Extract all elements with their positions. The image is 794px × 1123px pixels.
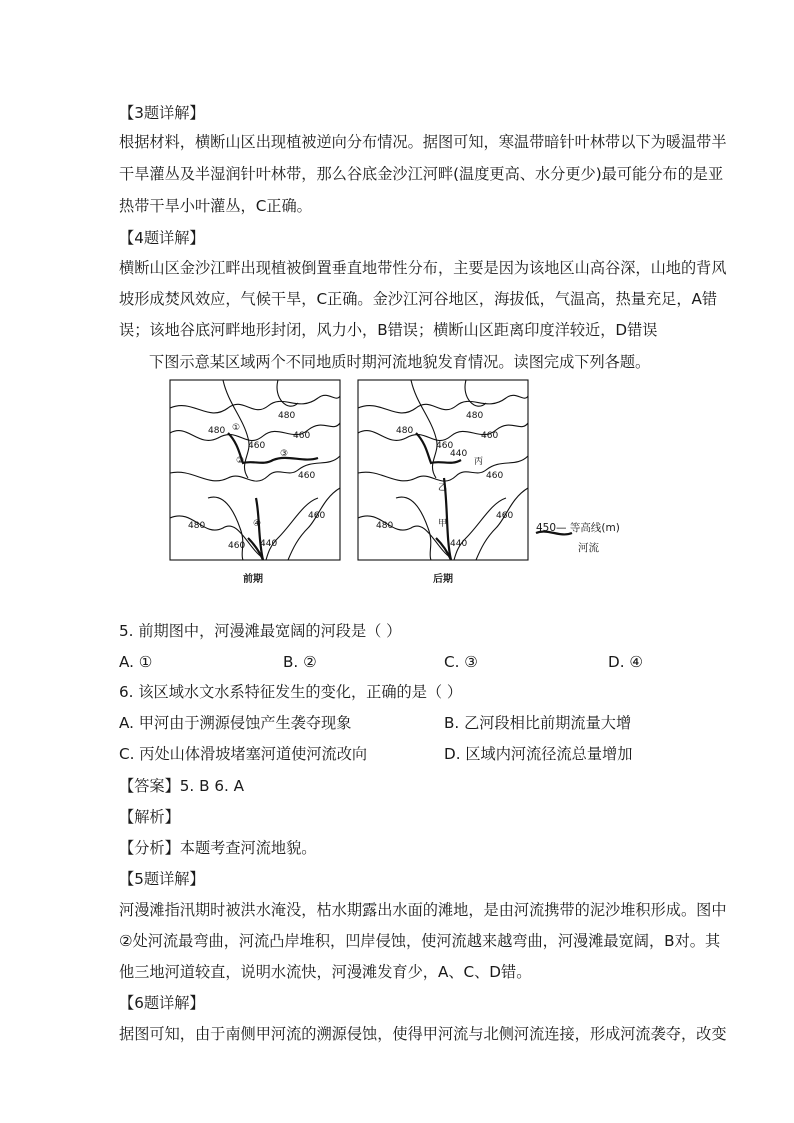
right-label: 480 (376, 521, 394, 531)
analysis-summary: 【分析】本题考查河流地貌。 (119, 839, 317, 857)
q6-option-b: B. 乙河段相比前期流量大增 (444, 714, 632, 732)
left-label: 460 (248, 441, 266, 451)
left-label: 480 (278, 411, 296, 421)
q5-option-a: A. ① (119, 653, 153, 671)
q3-header: 【3题详解】 (119, 104, 205, 122)
q6-option-d: D. 区域内河流径流总量增加 (444, 745, 633, 763)
marker-4: ④ (253, 519, 262, 529)
left-label: 460 (228, 541, 246, 551)
marker-3: ③ (280, 449, 289, 459)
q4-line-3: 误；该地谷底河畔地形封闭，风力小，B错误；横断山区距离印度洋较近，D错误 (119, 321, 658, 339)
left-label: 480 (208, 426, 226, 436)
marker-2: ② (236, 456, 245, 466)
q6-option-a: A. 甲河由于溯源侵蚀产生袭夺现象 (119, 714, 352, 732)
legend-river: 河流 (578, 542, 599, 554)
right-map-frame (358, 380, 528, 560)
left-label: 440 (260, 539, 278, 549)
q5-option-d: D. ④ (608, 653, 643, 671)
answer-line: 【答案】5. B 6. A (119, 777, 245, 795)
figure-intro: 下图示意某区域两个不同地质时期河流地貌发育情况。读图完成下列各题。 (149, 353, 651, 371)
q3-line-2: 干旱灌丛及半湿润针叶林带，那么谷底金沙江河畔(温度更高、水分更少)最可能分布的是亚 (119, 165, 724, 183)
q5-stem: 5. 前期图中，河漫滩最宽阔的河段是（ ） (119, 622, 402, 640)
left-label: 460 (298, 471, 316, 481)
right-label: 460 (486, 471, 504, 481)
right-label: 440 (450, 449, 468, 459)
q6-stem: 6. 该区域水文水系特征发生的变化，正确的是（ ） (119, 683, 463, 701)
river-landform-figure (168, 378, 618, 588)
analysis-header: 【解析】 (119, 808, 180, 826)
q6-explanation-line-1: 据图可知，由于南侧甲河流的溯源侵蚀，使得甲河流与北侧河流连接，形成河流袭夺，改变 (119, 1025, 727, 1043)
q3-line-1: 根据材料，横断山区出现植被逆向分布情况。据图可知，寒温带暗针叶林带以下为暖温带半 (119, 133, 727, 151)
marker-jia: 甲 (438, 519, 448, 529)
contour-maps (168, 378, 618, 588)
right-label: 460 (481, 431, 499, 441)
q6-option-c: C. 丙处山体滑坡堵塞河道使河流改向 (119, 745, 368, 763)
left-label: 480 (188, 521, 206, 531)
q5-explanation-line-2: ②处河流最弯曲，河流凸岸堆积，凹岸侵蚀，使河流越来越弯曲，河漫滩最宽阔，B对。其 (119, 932, 721, 950)
q4-header: 【4题详解】 (119, 229, 205, 247)
right-map-caption: 后期 (433, 574, 453, 585)
q4-line-1: 横断山区金沙江畔出现植被倒置垂直地带性分布，主要是因为该地区山高谷深，山地的背风 (119, 259, 727, 277)
q6-explanation-header: 【6题详解】 (119, 994, 205, 1012)
right-label: 480 (396, 426, 414, 436)
left-map-caption: 前期 (243, 574, 263, 585)
q5-explanation-header: 【5题详解】 (119, 870, 205, 888)
q5-option-c: C. ③ (444, 653, 478, 671)
right-label: 480 (466, 411, 484, 421)
legend-contour: 450— 等高线(m) (536, 522, 620, 534)
q5-option-b: B. ② (283, 653, 317, 671)
right-label: 460 (436, 441, 454, 451)
right-label: 440 (450, 539, 468, 549)
left-label: 460 (308, 511, 326, 521)
q4-line-2: 坡形成焚风效应，气候干旱，C正确。金沙江河谷地区，海拔低，气温高，热量充足，A错 (119, 290, 718, 308)
marker-1: ① (232, 423, 241, 433)
left-map-frame (170, 380, 340, 560)
marker-bing: 丙 (474, 457, 484, 467)
right-label: 460 (496, 511, 514, 521)
q5-explanation-line-3: 他三地河道较直，说明水流快，河漫滩发育少，A、C、D错。 (119, 963, 532, 981)
marker-yi: 乙 (438, 483, 448, 493)
q5-explanation-line-1: 河漫滩指汛期时被洪水淹没，枯水期露出水面的滩地，是由河流携带的泥沙堆积形成。图中 (119, 901, 727, 919)
q3-line-3: 热带干旱小叶灌丛，C正确。 (119, 197, 312, 215)
left-label: 460 (293, 431, 311, 441)
